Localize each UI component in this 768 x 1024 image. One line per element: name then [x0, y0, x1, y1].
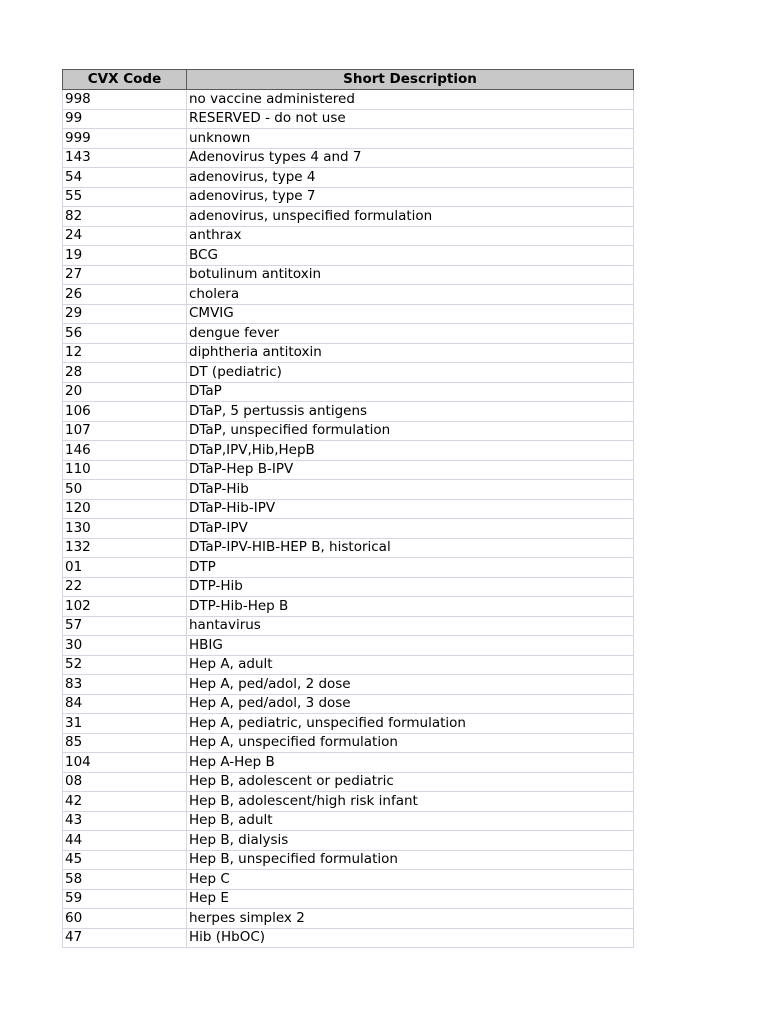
cvx-code-cell: 99 [63, 109, 187, 129]
cvx-code-cell: 22 [63, 577, 187, 597]
short-description-cell: no vaccine administered [187, 90, 634, 110]
cvx-code-cell: 57 [63, 616, 187, 636]
table-row [63, 285, 634, 305]
column-header-short-description: Short Description [187, 70, 634, 90]
cvx-code-cell: 45 [63, 850, 187, 870]
cvx-code-cell: 52 [63, 655, 187, 675]
table-row [63, 850, 634, 870]
table-row [63, 480, 634, 500]
short-description-cell: RESERVED - do not use [187, 109, 634, 129]
table-row [63, 909, 634, 929]
cvx-code-cell: 01 [63, 558, 187, 578]
table-row [63, 363, 634, 383]
short-description-cell: DT (pediatric) [187, 363, 634, 383]
short-description-cell: Hep B, dialysis [187, 831, 634, 851]
short-description-cell: DTaP [187, 382, 634, 402]
cvx-code-cell: 47 [63, 928, 187, 948]
short-description-cell: DTaP-Hep B-IPV [187, 460, 634, 480]
cvx-code-cell: 58 [63, 870, 187, 890]
table-row [63, 733, 634, 753]
table-row [63, 558, 634, 578]
short-description-cell: adenovirus, type 4 [187, 168, 634, 188]
short-description-cell: adenovirus, unspecified formulation [187, 207, 634, 227]
short-description-cell: adenovirus, type 7 [187, 187, 634, 207]
cvx-code-cell: 27 [63, 265, 187, 285]
cvx-code-cell: 82 [63, 207, 187, 227]
short-description-cell: DTaP,IPV,Hib,HepB [187, 441, 634, 461]
table-row [63, 616, 634, 636]
cvx-code-cell: 19 [63, 246, 187, 266]
cvx-code-cell: 20 [63, 382, 187, 402]
cvx-code-cell: 08 [63, 772, 187, 792]
short-description-cell: DTaP, 5 pertussis antigens [187, 402, 634, 422]
table-row [63, 441, 634, 461]
table-row [63, 129, 634, 149]
short-description-cell: Hep A, pediatric, unspecified formulation [187, 714, 634, 734]
cvx-code-cell: 31 [63, 714, 187, 734]
table-row [63, 577, 634, 597]
table-row [63, 421, 634, 441]
short-description-cell: Hep C [187, 870, 634, 890]
table-row [63, 460, 634, 480]
cvx-code-cell: 26 [63, 285, 187, 305]
cvx-code-cell: 107 [63, 421, 187, 441]
short-description-cell: DTP [187, 558, 634, 578]
cvx-code-cell: 999 [63, 129, 187, 149]
table-row [63, 207, 634, 227]
cvx-code-cell: 83 [63, 675, 187, 695]
table-row [63, 597, 634, 617]
short-description-cell: DTP-Hib-Hep B [187, 597, 634, 617]
table-row [63, 714, 634, 734]
cvx-code-cell: 54 [63, 168, 187, 188]
table-row [63, 519, 634, 539]
table-row [63, 811, 634, 831]
cvx-code-cell: 130 [63, 519, 187, 539]
table-row [63, 168, 634, 188]
short-description-cell: Hep A, unspecified formulation [187, 733, 634, 753]
short-description-cell: CMVIG [187, 304, 634, 324]
table-body [63, 90, 634, 948]
short-description-cell: herpes simplex 2 [187, 909, 634, 929]
cvx-code-cell: 85 [63, 733, 187, 753]
cvx-code-cell: 24 [63, 226, 187, 246]
table-row [63, 304, 634, 324]
table-row [63, 226, 634, 246]
cvx-code-cell: 28 [63, 363, 187, 383]
cvx-code-cell: 59 [63, 889, 187, 909]
table-row [63, 538, 634, 558]
table-row [63, 889, 634, 909]
table-row [63, 148, 634, 168]
cvx-code-cell: 120 [63, 499, 187, 519]
short-description-cell: botulinum antitoxin [187, 265, 634, 285]
short-description-cell: Hep A-Hep B [187, 753, 634, 773]
table-row [63, 694, 634, 714]
short-description-cell: Hep B, adult [187, 811, 634, 831]
cvx-code-cell: 50 [63, 480, 187, 500]
cvx-code-cell: 998 [63, 90, 187, 110]
short-description-cell: DTaP-IPV [187, 519, 634, 539]
short-description-cell: DTaP-Hib-IPV [187, 499, 634, 519]
cvx-code-cell: 44 [63, 831, 187, 851]
cvx-code-cell: 55 [63, 187, 187, 207]
table-row [63, 870, 634, 890]
short-description-cell: DTaP-IPV-HIB-HEP B, historical [187, 538, 634, 558]
short-description-cell: DTaP-Hib [187, 480, 634, 500]
short-description-cell: Hep A, ped/adol, 2 dose [187, 675, 634, 695]
table-row [63, 499, 634, 519]
table-row [63, 90, 634, 110]
short-description-cell: Adenovirus types 4 and 7 [187, 148, 634, 168]
table-row [63, 655, 634, 675]
table-row [63, 402, 634, 422]
short-description-cell: Hib (HbOC) [187, 928, 634, 948]
cvx-code-cell: 30 [63, 636, 187, 656]
short-description-cell: Hep E [187, 889, 634, 909]
table-row [63, 636, 634, 656]
cvx-code-cell: 146 [63, 441, 187, 461]
short-description-cell: Hep B, adolescent/high risk infant [187, 792, 634, 812]
table-row [63, 928, 634, 948]
table-row [63, 792, 634, 812]
cvx-code-cell: 102 [63, 597, 187, 617]
cvx-code-table [62, 69, 634, 948]
cvx-code-cell: 60 [63, 909, 187, 929]
cvx-code-cell: 143 [63, 148, 187, 168]
short-description-cell: BCG [187, 246, 634, 266]
table-row [63, 772, 634, 792]
table-row [63, 382, 634, 402]
short-description-cell: Hep B, unspecified formulation [187, 850, 634, 870]
cvx-code-cell: 106 [63, 402, 187, 422]
short-description-cell: diphtheria antitoxin [187, 343, 634, 363]
cvx-code-cell: 84 [63, 694, 187, 714]
column-header-cvx-code: CVX Code [63, 70, 187, 90]
cvx-code-cell: 104 [63, 753, 187, 773]
table-row [63, 265, 634, 285]
table-row [63, 753, 634, 773]
table-row [63, 675, 634, 695]
cvx-code-cell: 42 [63, 792, 187, 812]
table-header-row [63, 70, 634, 90]
cvx-code-cell: 29 [63, 304, 187, 324]
cvx-code-cell: 43 [63, 811, 187, 831]
cvx-code-cell: 110 [63, 460, 187, 480]
table-row [63, 187, 634, 207]
table-row [63, 343, 634, 363]
short-description-cell: anthrax [187, 226, 634, 246]
short-description-cell: cholera [187, 285, 634, 305]
short-description-cell: Hep A, adult [187, 655, 634, 675]
table-row [63, 324, 634, 344]
cvx-code-cell: 56 [63, 324, 187, 344]
table-row [63, 109, 634, 129]
short-description-cell: unknown [187, 129, 634, 149]
short-description-cell: Hep B, adolescent or pediatric [187, 772, 634, 792]
cvx-code-cell: 132 [63, 538, 187, 558]
short-description-cell: hantavirus [187, 616, 634, 636]
short-description-cell: DTP-Hib [187, 577, 634, 597]
table-row [63, 831, 634, 851]
short-description-cell: Hep A, ped/adol, 3 dose [187, 694, 634, 714]
short-description-cell: DTaP, unspecified formulation [187, 421, 634, 441]
short-description-cell: HBIG [187, 636, 634, 656]
cvx-code-cell: 12 [63, 343, 187, 363]
short-description-cell: dengue fever [187, 324, 634, 344]
table-row [63, 246, 634, 266]
